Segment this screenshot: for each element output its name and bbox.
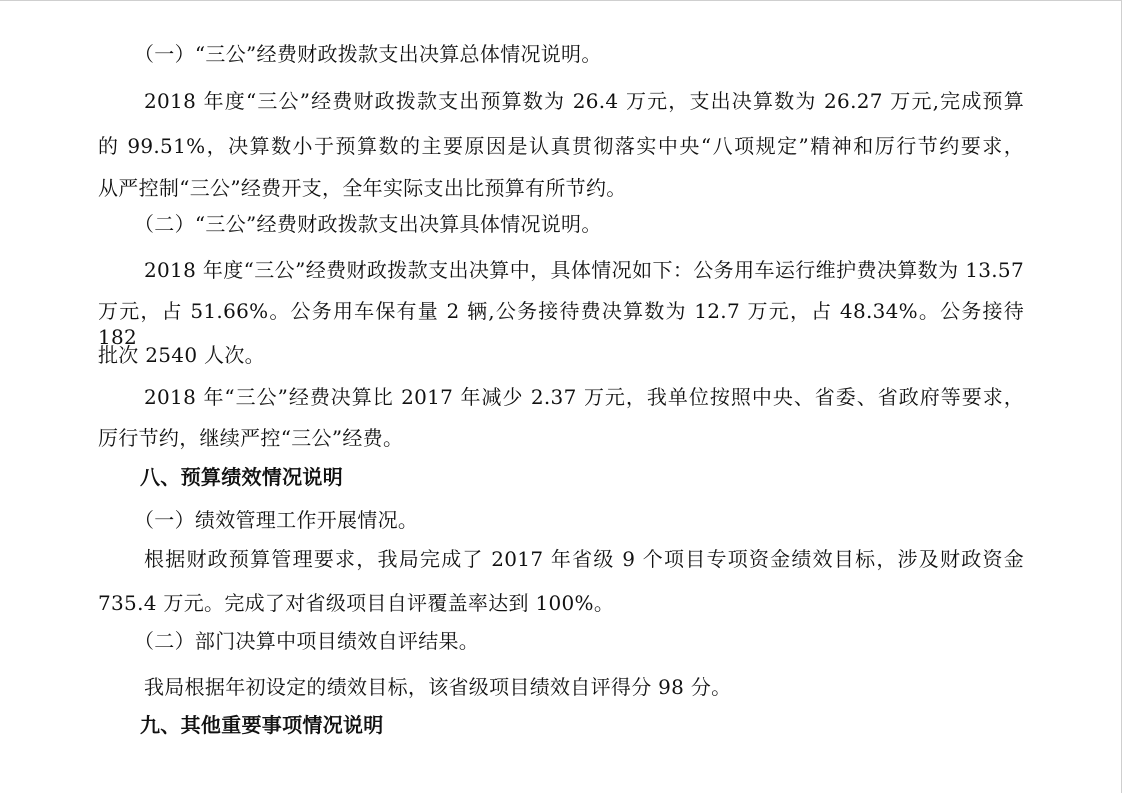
subsection-heading-overall: （一）“三公”经费财政拨款支出决算总体情况说明。	[134, 42, 602, 66]
subsection-heading-detail: （二）“三公”经费财政拨款支出决算具体情况说明。	[134, 212, 602, 236]
paragraph-comparison-line-2: 厉行节约，继续严控“三公”经费。	[98, 426, 404, 450]
paragraph-performance-line-2: 735.4 万元。完成了对省级项目自评覆盖率达到 100%。	[98, 591, 615, 615]
paragraph-budget-line-3: 从严控制“三公”经费开支，全年实际支出比预算有所节约。	[98, 176, 627, 200]
paragraph-performance-line-1: 根据财政预算管理要求，我局完成了 2017 年省级 9 个项目专项资金绩效目标，涉及财政资金	[144, 547, 1024, 571]
paragraph-self-evaluation: 我局根据年初设定的绩效目标，该省级项目绩效自评得分 98 分。	[144, 675, 732, 699]
paragraph-detail-line-1: 2018 年度“三公”经费财政拨款支出决算中，具体情况如下：公务用车运行维护费决算数为 13.57	[144, 258, 1024, 282]
subsection-heading-self-evaluation: （二）部门决算中项目绩效自评结果。	[134, 629, 480, 653]
paragraph-comparison-line-1: 2018 年“三公”经费决算比 2017 年减少 2.37 万元，我单位按照中央、省委、省政府等要求，	[144, 385, 1024, 409]
paragraph-detail-line-3: 批次 2540 人次。	[98, 343, 265, 367]
subsection-heading-performance-management: （一）绩效管理工作开展情况。	[134, 508, 419, 532]
section-heading-performance: 八、预算绩效情况说明	[140, 465, 343, 489]
paragraph-detail-line-2: 万元，占 51.66%。公务用车保有量 2 辆,公务接待费决算数为 12.7 万元，占 48.34%。公务接待 182	[98, 299, 1024, 349]
section-heading-other-matters: 九、其他重要事项情况说明	[140, 713, 384, 737]
paragraph-budget-line-2: 的 99.51%，决算数小于预算数的主要原因是认真贯彻落实中央“八项规定”精神和厉行节约要求，	[98, 134, 1024, 158]
paragraph-budget-line-1: 2018 年度“三公”经费财政拨款支出预算数为 26.4 万元，支出决算数为 26.27 万元,完成预算	[144, 89, 1024, 113]
